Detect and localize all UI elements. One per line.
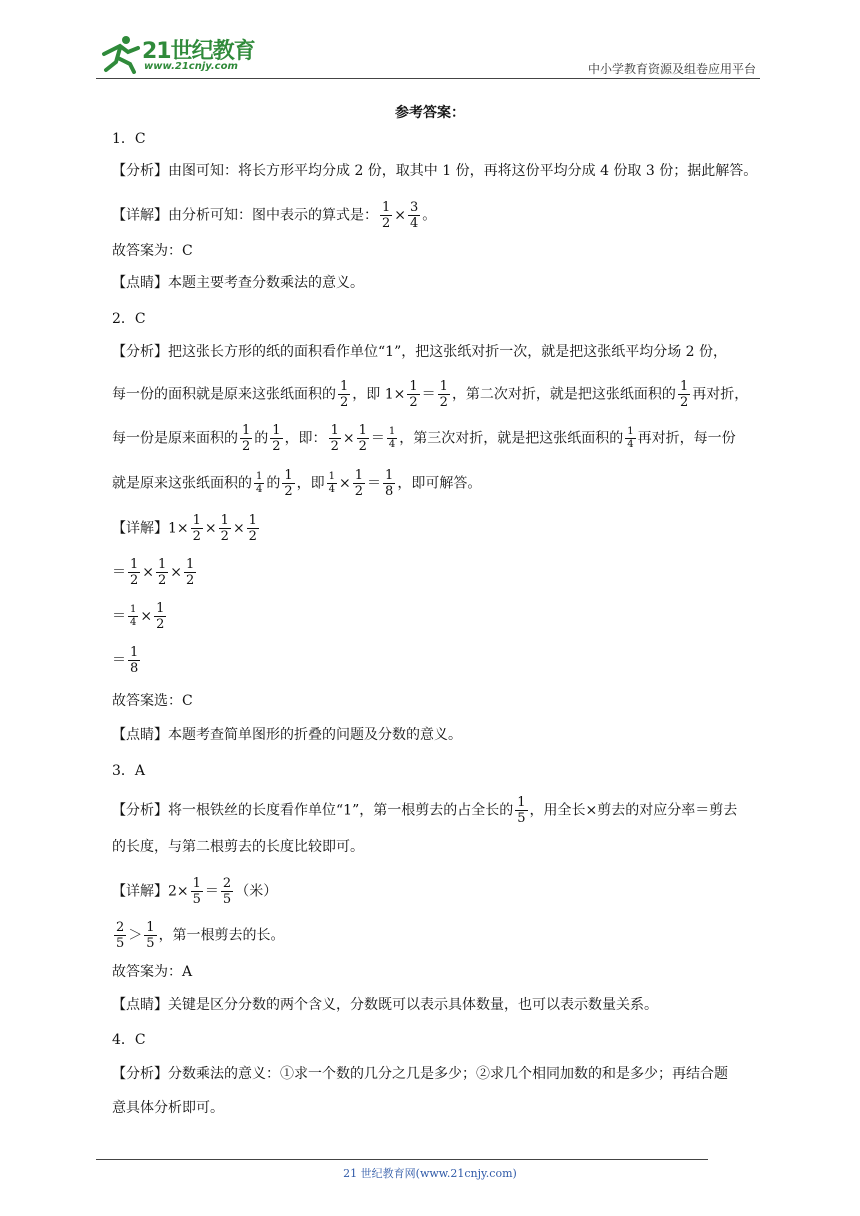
answer-3-analysis-1: 【分析】将一根铁丝的长度看作单位“1”，第一根剪去的占全长的 $\frac{1}{5}$ ，用全长×剪去的对应分率＝剪去 <box>112 795 738 826</box>
answer-4-analysis-1: 【分析】分数乘法的意义：①求一个数的几分之几是多少；②求几个相同加数的和是多少；再结合题 <box>112 1066 728 1082</box>
answer-1-heading: 1．C <box>112 131 146 147</box>
answer-2-analysis-3: 每一份是原来面积的 $\frac{1}{2}$ 的 $\frac{1}{2}$ ，即： $\frac{1}{2}$ × $\frac{1}{2}$ ＝ $\frac{1}{4}$ ，第三次对折，就是把这张纸面积的 $\frac{1}{4}$ 再对折，每一份 <box>112 423 736 454</box>
page-title: 参考答案： <box>395 105 465 121</box>
answer-1-detail: 【详解】由分析可知：图中表示的算式是： $\frac{1}{2}$ × $\frac{3}{4}$ 。 <box>112 200 437 231</box>
answer-2-heading: 2．C <box>112 311 146 327</box>
answer-3-note: 【点睛】关键是区分分数的两个含义，分数既可以表示具体数量，也可以表示数量关系。 <box>112 997 658 1013</box>
runner-logo-icon <box>98 34 142 74</box>
brand-url: www.21cnjy.com <box>144 61 238 72</box>
answer-2-detail-1: 【详解】1× $\frac{1}{2}$ × $\frac{1}{2}$ × $\frac{1}{2}$ <box>112 513 257 544</box>
answer-2-detail-2: ＝ $\frac{1}{2}$ × $\frac{1}{2}$ × $\frac{1}{2}$ <box>112 557 195 588</box>
answer-1-result: 故答案为：C <box>112 243 193 259</box>
header-divider <box>96 78 760 79</box>
answer-3-detail-1: 【详解】2× $\frac{1}{5}$ ＝ $\frac{2}{5}$ （米） <box>112 876 278 907</box>
answer-2-detail-3: ＝ $\frac{1}{4}$ × $\frac{1}{2}$ <box>112 601 165 632</box>
answer-1-analysis: 【分析】由图可知：将长方形平均分成 2 份，取其中 1 份，再将这份平均分成 4 份取 3 份；据此解答。 <box>112 163 758 179</box>
answer-4-heading: 4．C <box>112 1032 146 1048</box>
answer-2-result: 故答案选：C <box>112 693 193 709</box>
answer-2-analysis-1: 【分析】把这张长方形的纸的面积看作单位“1”，把这张纸对折一次，就是把这张纸平均分场 2 份， <box>112 344 728 360</box>
site-logo <box>96 30 266 78</box>
answer-2-analysis-2: 每一份的面积就是原来这张纸面积的 $\frac{1}{2}$ ，即 1× $\frac{1}{2}$ ＝ $\frac{1}{2}$ ，第二次对折，就是把这张纸面积的 $\frac{1}{2}$ 再对折， <box>112 379 749 410</box>
brand-name: 21世纪教育 <box>142 39 255 64</box>
page-header <box>96 30 760 80</box>
footer-divider <box>96 1159 708 1160</box>
header-tagline: 中小学教育资源及组卷应用平台 <box>587 62 756 76</box>
answer-3-result: 故答案为：A <box>112 964 193 980</box>
page-footer: 21 世纪教育网(www.21cnjy.com) <box>343 1167 517 1180</box>
answer-3-analysis-2: 的长度，与第二根剪去的长度比较即可。 <box>112 839 364 855</box>
answer-4-analysis-2: 意具体分析即可。 <box>112 1100 224 1116</box>
answer-3-heading: 3．A <box>112 763 146 779</box>
answer-2-analysis-4: 就是原来这张纸面积的 $\frac{1}{4}$ 的 $\frac{1}{2}$ ，即 $\frac{1}{4}$ × $\frac{1}{2}$ ＝ $\frac{1}{8}$ ，即可解答。 <box>112 468 482 499</box>
answer-2-detail-4: ＝ $\frac{1}{8}$ <box>112 645 139 676</box>
answer-2-note: 【点睛】本题考查简单图形的折叠的问题及分数的意义。 <box>112 727 462 743</box>
answer-1-note: 【点睛】本题主要考查分数乘法的意义。 <box>112 275 364 291</box>
answer-3-detail-2: $\frac{2}{5}$ ＞ $\frac{1}{5}$ ，第一根剪去的长。 <box>116 920 285 951</box>
